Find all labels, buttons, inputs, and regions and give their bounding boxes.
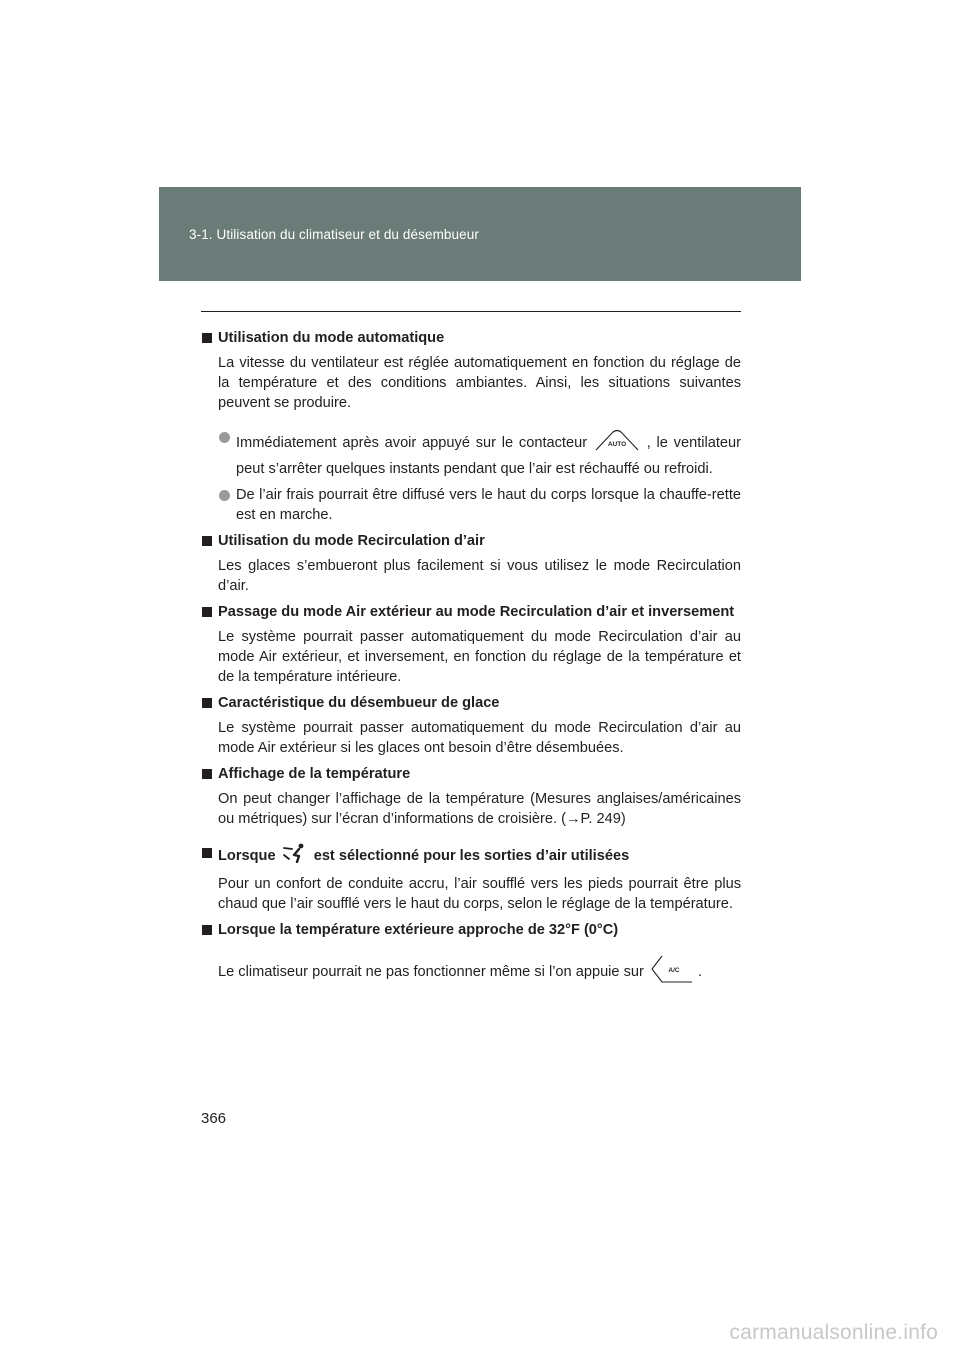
svg-text:AUTO: AUTO <box>607 441 627 448</box>
round-bullet-icon <box>219 490 230 501</box>
list-item: De l’air frais pourrait être diffusé vers le haut du corps lorsque la chauffe-rette est en marche. <box>201 485 741 525</box>
square-bullet-icon <box>202 536 212 546</box>
top-divider <box>201 311 741 312</box>
ac-button-icon <box>648 954 694 990</box>
floor-and-face-vent-icon <box>280 843 310 869</box>
watermark: carmanualsonline.info <box>729 1321 938 1344</box>
square-bullet-icon <box>202 333 212 343</box>
section-body: Le système pourrait passer automatiquement du mode Recirculation d’air au mode Air extérieur si les glaces ont besoin d’être désembuées. <box>218 720 741 756</box>
section-heading: Lorsque la température extérieure approche de 32°F (0°C) <box>201 920 741 940</box>
chapter-header-band <box>159 187 801 281</box>
section-heading: Lorsque est sélectionné pour les sorties d’air utilisées <box>201 843 741 869</box>
list-item: Immédiatement après avoir appuyé sur le contacteur AUTO , le ventilateur peut s’arrêter quelques instants pendant que l’air est réchauffé ou refroidi. <box>201 427 741 479</box>
section-body: La vitesse du ventilateur est réglée automatiquement en fonction du réglage de la température et des conditions ambiantes. Ainsi, les situations suivantes peuvent se produire. <box>218 355 741 411</box>
section-body: On peut changer l’affichage de la température (Mesures anglaises/américaines ou métriques) sur l’écran d’informations de croisière. (→P. 249) <box>218 791 741 827</box>
chapter-section-title: 3-1. Utilisation du climatiseur et du désembueur <box>189 227 479 242</box>
auto-button-icon <box>593 427 641 459</box>
square-bullet-icon <box>202 848 212 858</box>
section-body: Pour un confort de conduite accru, l’air soufflé vers les pieds pourrait être plus chaud que l’air soufflé vers le haut du corps, selon le réglage de la température. <box>218 876 741 912</box>
section-heading: Passage du mode Air extérieur au mode Recirculation d’air et inversement <box>201 602 741 622</box>
section-heading: Caractéristique du désembueur de glace <box>201 693 741 713</box>
square-bullet-icon <box>202 925 212 935</box>
page-number: 366 <box>201 1110 227 1127</box>
square-bullet-icon <box>202 698 212 708</box>
section-body: Le système pourrait passer automatiquement du mode Recirculation d’air au mode Air extérieur, et inversement, en fonction du réglage de la température et de la température intérieure. <box>218 629 741 685</box>
round-bullet-icon <box>219 432 230 443</box>
section-heading: Utilisation du mode automatique <box>201 328 741 348</box>
section-heading: Affichage de la température <box>201 764 741 784</box>
section-body: Le climatiseur pourrait ne pas fonctionner même si l’on appuie sur A/C . <box>201 954 741 990</box>
square-bullet-icon <box>202 607 212 617</box>
square-bullet-icon <box>202 769 212 779</box>
svg-text:A/C: A/C <box>668 967 680 974</box>
section-heading: Utilisation du mode Recirculation d’air <box>201 531 741 551</box>
section-body: Les glaces s’embueront plus facilement si vous utilisez le mode Recirculation d’air. <box>218 558 741 594</box>
manual-content <box>201 328 741 990</box>
